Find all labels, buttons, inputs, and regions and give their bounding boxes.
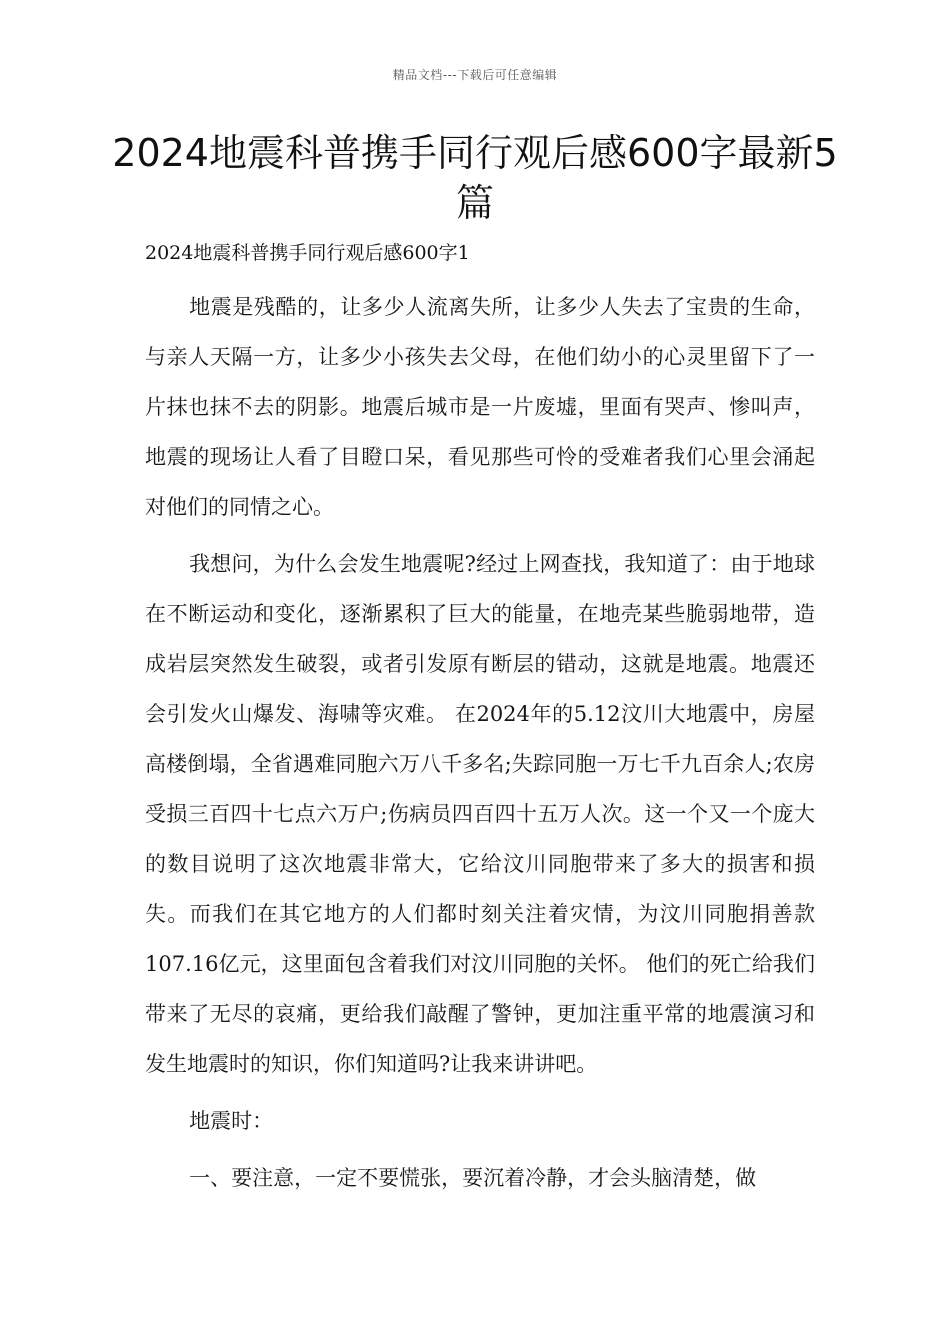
paragraph: 地震时：: [189, 1109, 274, 1133]
section-subtitle: 2024地震科普携手同行观后感600字1: [145, 242, 470, 264]
body-text: [145, 282, 815, 1210]
document-title: 2024地震科普携手同行观后感600字最新5篇: [112, 131, 838, 225]
paragraph: 我想问，为什么会发生地震呢?经过上网查找，我知道了：由于地球在不断运动和变化，逐渐累积了巨大的能量，在地壳某些脆弱地带，造成岩层突然发生破裂，或者引发原有断层的错动，这就是地震。地震还会引发火山爆发、海啸等灾难。 在2024年的5.12汶川大地震中，房屋高楼倒塌，全省遇难同胞六万八千多名;失踪同胞一万七千九百余人;农房受损三百四十七点六万户;伤病员四百四十五万人次。这一个又一个庞大的数目说明了这次地震非常大，它给汶川同胞带来了多大的损害和损失。而我们在其它地方的人们都时刻关注着灾情，为汶川同胞捐善款107.16亿元，这里面包含着我们对汶川同胞的关怀。 他们的死亡给我们带来了无尽的哀痛，更给我们敲醒了警钟，更加注重平常的地震演习和发生地震时的知识，你们知道吗?让我来讲讲吧。: [145, 552, 815, 1076]
paragraph: 一、要注意，一定不要慌张，要沉着冷静，才会头脑清楚，做: [189, 1166, 757, 1190]
paragraph: 地震是残酷的，让多少人流离失所，让多少人失去了宝贵的生命，与亲人天隔一方，让多少小孩失去父母，在他们幼小的心灵里留下了一片抹也抹不去的阴影。地震后城市是一片废墟，里面有哭声、惨叫声，地震的现场让人看了目瞪口呆，看见那些可怜的受难者我们心里会涌起对他们的同情之心。: [145, 295, 815, 519]
header-note: 精品文档---下载后可任意编辑: [392, 68, 558, 82]
